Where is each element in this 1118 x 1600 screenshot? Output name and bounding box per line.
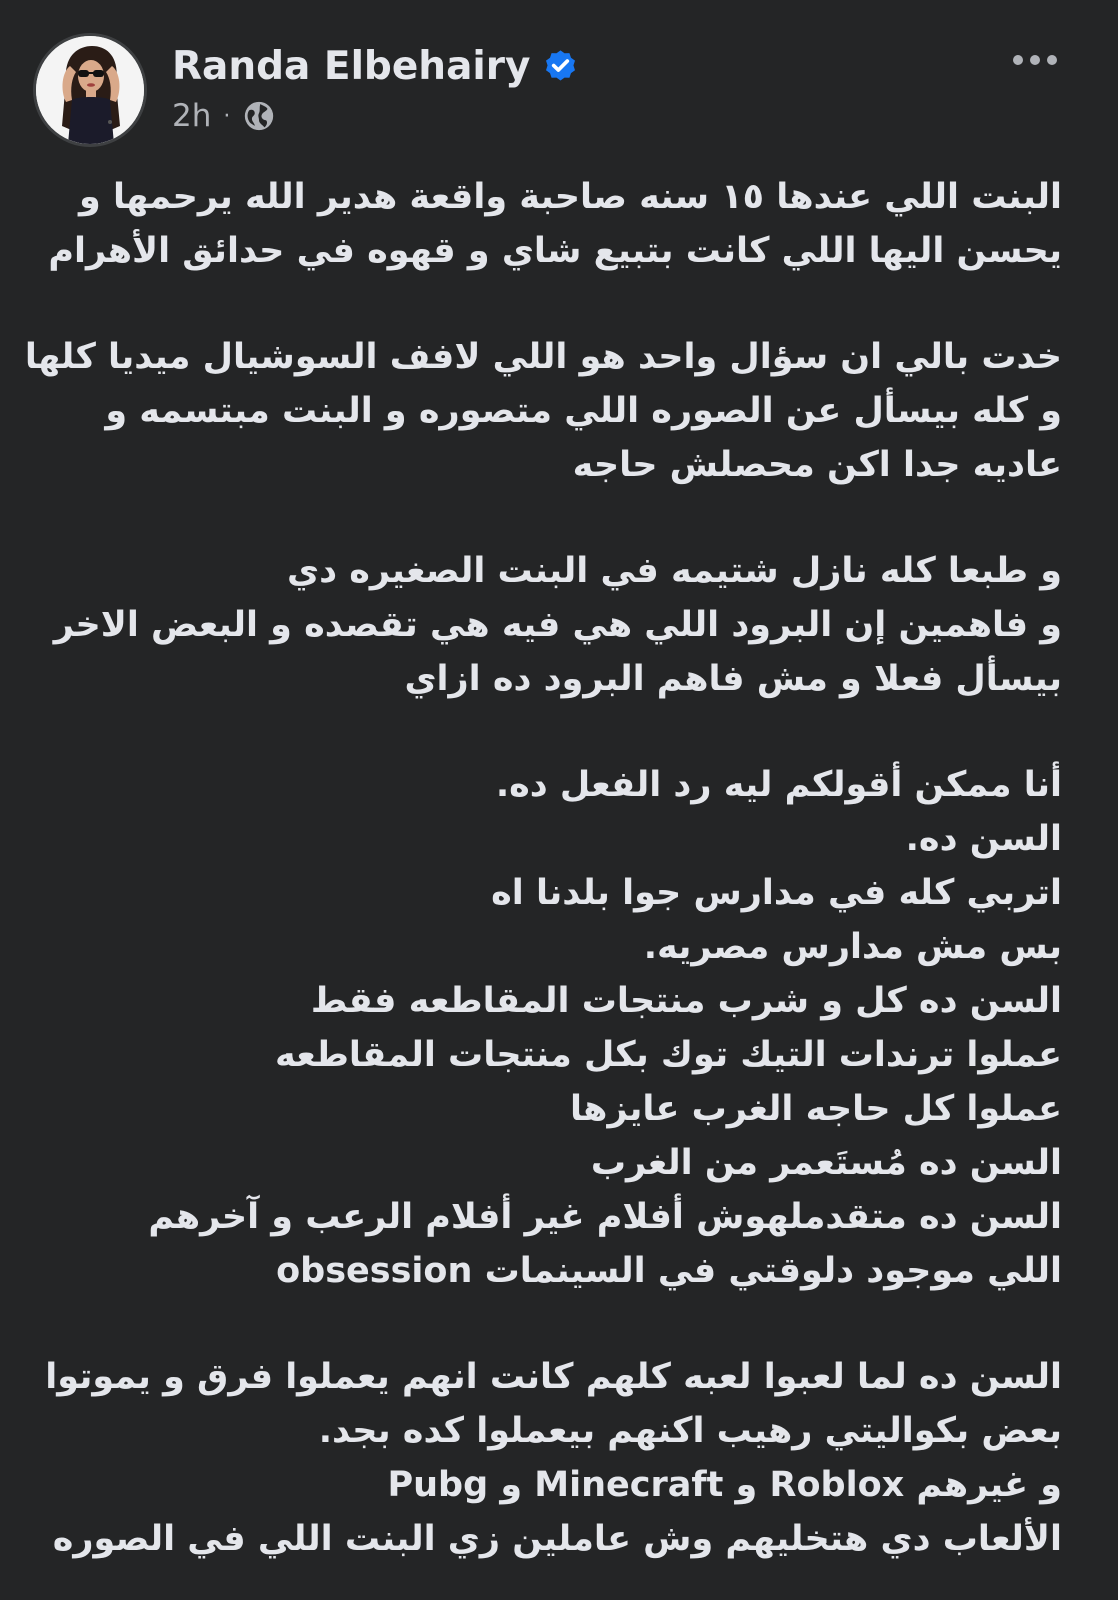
post-line: بيسأل فعلا و مش فاهم البرود ده ازاي <box>404 659 1062 699</box>
post-line: و فاهمين إن البرود اللي هي فيه هي تقصده و البعض الاخر <box>53 605 1062 645</box>
author-avatar[interactable] <box>33 33 147 147</box>
post-header <box>0 0 1118 150</box>
post-line: البنت اللي عندها ١٥ سنه صاحبة واقعة هدير الله يرحمها و <box>79 177 1062 217</box>
more-options-icon <box>1011 54 1059 66</box>
post-line: أنا ممكن أقولكم ليه رد الفعل ده. <box>495 765 1062 805</box>
post-line: و غيرهم Roblox و Minecraft و Pubg <box>387 1465 1062 1505</box>
post-meta <box>172 94 276 138</box>
post-line: السن ده مُستَعمر من الغرب <box>590 1143 1062 1183</box>
post-paragraph <box>30 170 1062 278</box>
post-paragraph <box>24 330 1062 492</box>
post-line: الألعاب دي هتخليهم وش عاملين زي البنت اللي في الصوره <box>52 1519 1062 1559</box>
post-line: عاديه جدا اكن محصلش حاجه <box>572 445 1062 485</box>
avatar-photo <box>36 36 144 144</box>
post-line: السن ده. <box>905 819 1062 859</box>
post-paragraph <box>30 544 1062 706</box>
post-line: و كله بيسأل عن الصوره اللي متصوره و البنت مبتسمه و <box>105 391 1062 431</box>
author-name-row <box>172 40 579 92</box>
more-options-button[interactable] <box>1005 40 1065 80</box>
post-paragraph <box>30 758 1062 1298</box>
author-name[interactable]: Randa Elbehairy <box>172 43 531 89</box>
post-body <box>24 170 1062 1566</box>
post-line: عملوا ترندات التيك توك بكل منتجات المقاطعه <box>274 1035 1062 1075</box>
post-line: خدت بالي ان سؤال واحد هو اللي لافف السوشيال ميديا كلها <box>24 337 1062 377</box>
post-line: السن ده لما لعبوا لعبه كلهم كانت انهم يعملوا فرق و يموتوا <box>45 1357 1062 1397</box>
post-line: عملوا كل حاجه الغرب عايزها <box>570 1089 1062 1129</box>
verified-badge-icon <box>542 48 579 85</box>
post-line: بس مش مدارس مصريه. <box>643 927 1062 967</box>
post-line: يحسن اليها اللي كانت بتبيع شاي و قهوه في حدائق الأهرام <box>48 231 1062 271</box>
post-line: السن ده متقدملهوش أفلام غير أفلام الرعب و آخرهم <box>148 1197 1062 1237</box>
post-line: السن ده كل و شرب منتجات المقاطعه فقط <box>310 981 1062 1021</box>
post-paragraph <box>30 1350 1062 1566</box>
post-line: اتربي كله في مدارس جوا بلدنا اه <box>491 873 1062 913</box>
post-timestamp[interactable]: 2h <box>172 98 212 134</box>
post-line: obsession اللي موجود دلوقتي في السينمات <box>276 1251 1062 1291</box>
post-line: و طبعا كله نازل شتيمه في البنت الصغيره دي <box>287 551 1062 591</box>
meta-separator: · <box>223 103 231 129</box>
globe-icon[interactable] <box>242 99 276 133</box>
post-line: بعض بكواليتي رهيب اكنهم بيعملوا كده بجد. <box>318 1411 1062 1451</box>
